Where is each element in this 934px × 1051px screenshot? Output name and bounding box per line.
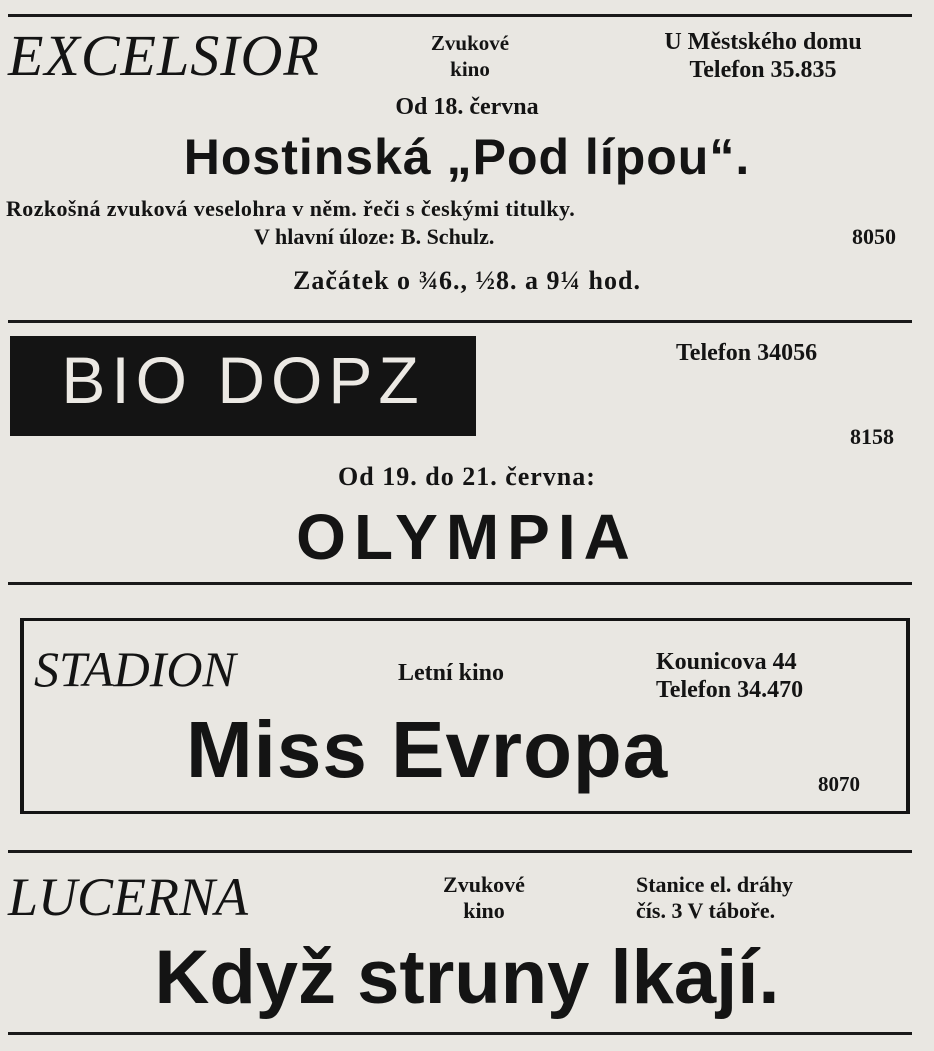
cinema-address: [608, 28, 918, 84]
film-title: Miss Evropa: [186, 705, 669, 794]
cinema-type-line1: Zvukové: [443, 872, 525, 897]
screening-times: Začátek o ¾6., ½8. a 9¼ hod.: [293, 266, 641, 295]
cinema-phone: Telefon 34056: [676, 340, 818, 366]
address-line2: Telefon 34.470: [656, 677, 804, 703]
divider-excelsior-bio: [8, 320, 912, 323]
film-cast: V hlavní úloze: B. Schulz.: [254, 224, 495, 249]
ad-code: 8158: [850, 424, 894, 449]
screening-date: Od 19. do 21. června:: [338, 462, 596, 491]
cinema-type-line2: kino: [450, 57, 490, 81]
address-line1: Kounicova 44: [656, 649, 797, 675]
address-line2: Telefon 35.835: [689, 57, 837, 83]
cinema-address: [636, 872, 793, 924]
address-line2: čís. 3 V táboře.: [636, 898, 776, 923]
cinema-name: LUCERNA: [8, 867, 249, 927]
divider-bio-stadion: [8, 582, 912, 585]
divider-stadion-lucerna: [8, 850, 912, 853]
address-line1: U Městského domu: [664, 29, 862, 55]
film-title: Když struny lkají.: [154, 935, 780, 1020]
cinema-type: Letní kino: [398, 660, 505, 686]
divider-bottom: [8, 1032, 912, 1035]
film-title: OLYMPIA: [296, 501, 638, 573]
divider-top: [8, 14, 912, 17]
film-title: Hostinská „Pod lípou“.: [183, 129, 751, 185]
cinema-name: BIO DOPZ: [61, 343, 425, 417]
ad-code: 8070: [818, 772, 860, 796]
cinema-type-line2: kino: [463, 898, 505, 923]
address-line1: Stanice el. dráhy: [636, 872, 794, 897]
screening-date: Od 18. června: [395, 94, 539, 120]
cinema-name: STADION: [34, 641, 236, 697]
cinema-type: [400, 30, 540, 82]
cinema-name: EXCELSIOR: [8, 23, 320, 88]
cinema-type-line1: Zvukové: [430, 31, 510, 55]
cinema-address: [656, 648, 803, 704]
cinema-type: [404, 872, 564, 924]
film-description: Rozkošná zvuková veselohra v něm. řeči s českými titulky.: [6, 196, 576, 221]
ad-code: 8050: [852, 224, 896, 249]
